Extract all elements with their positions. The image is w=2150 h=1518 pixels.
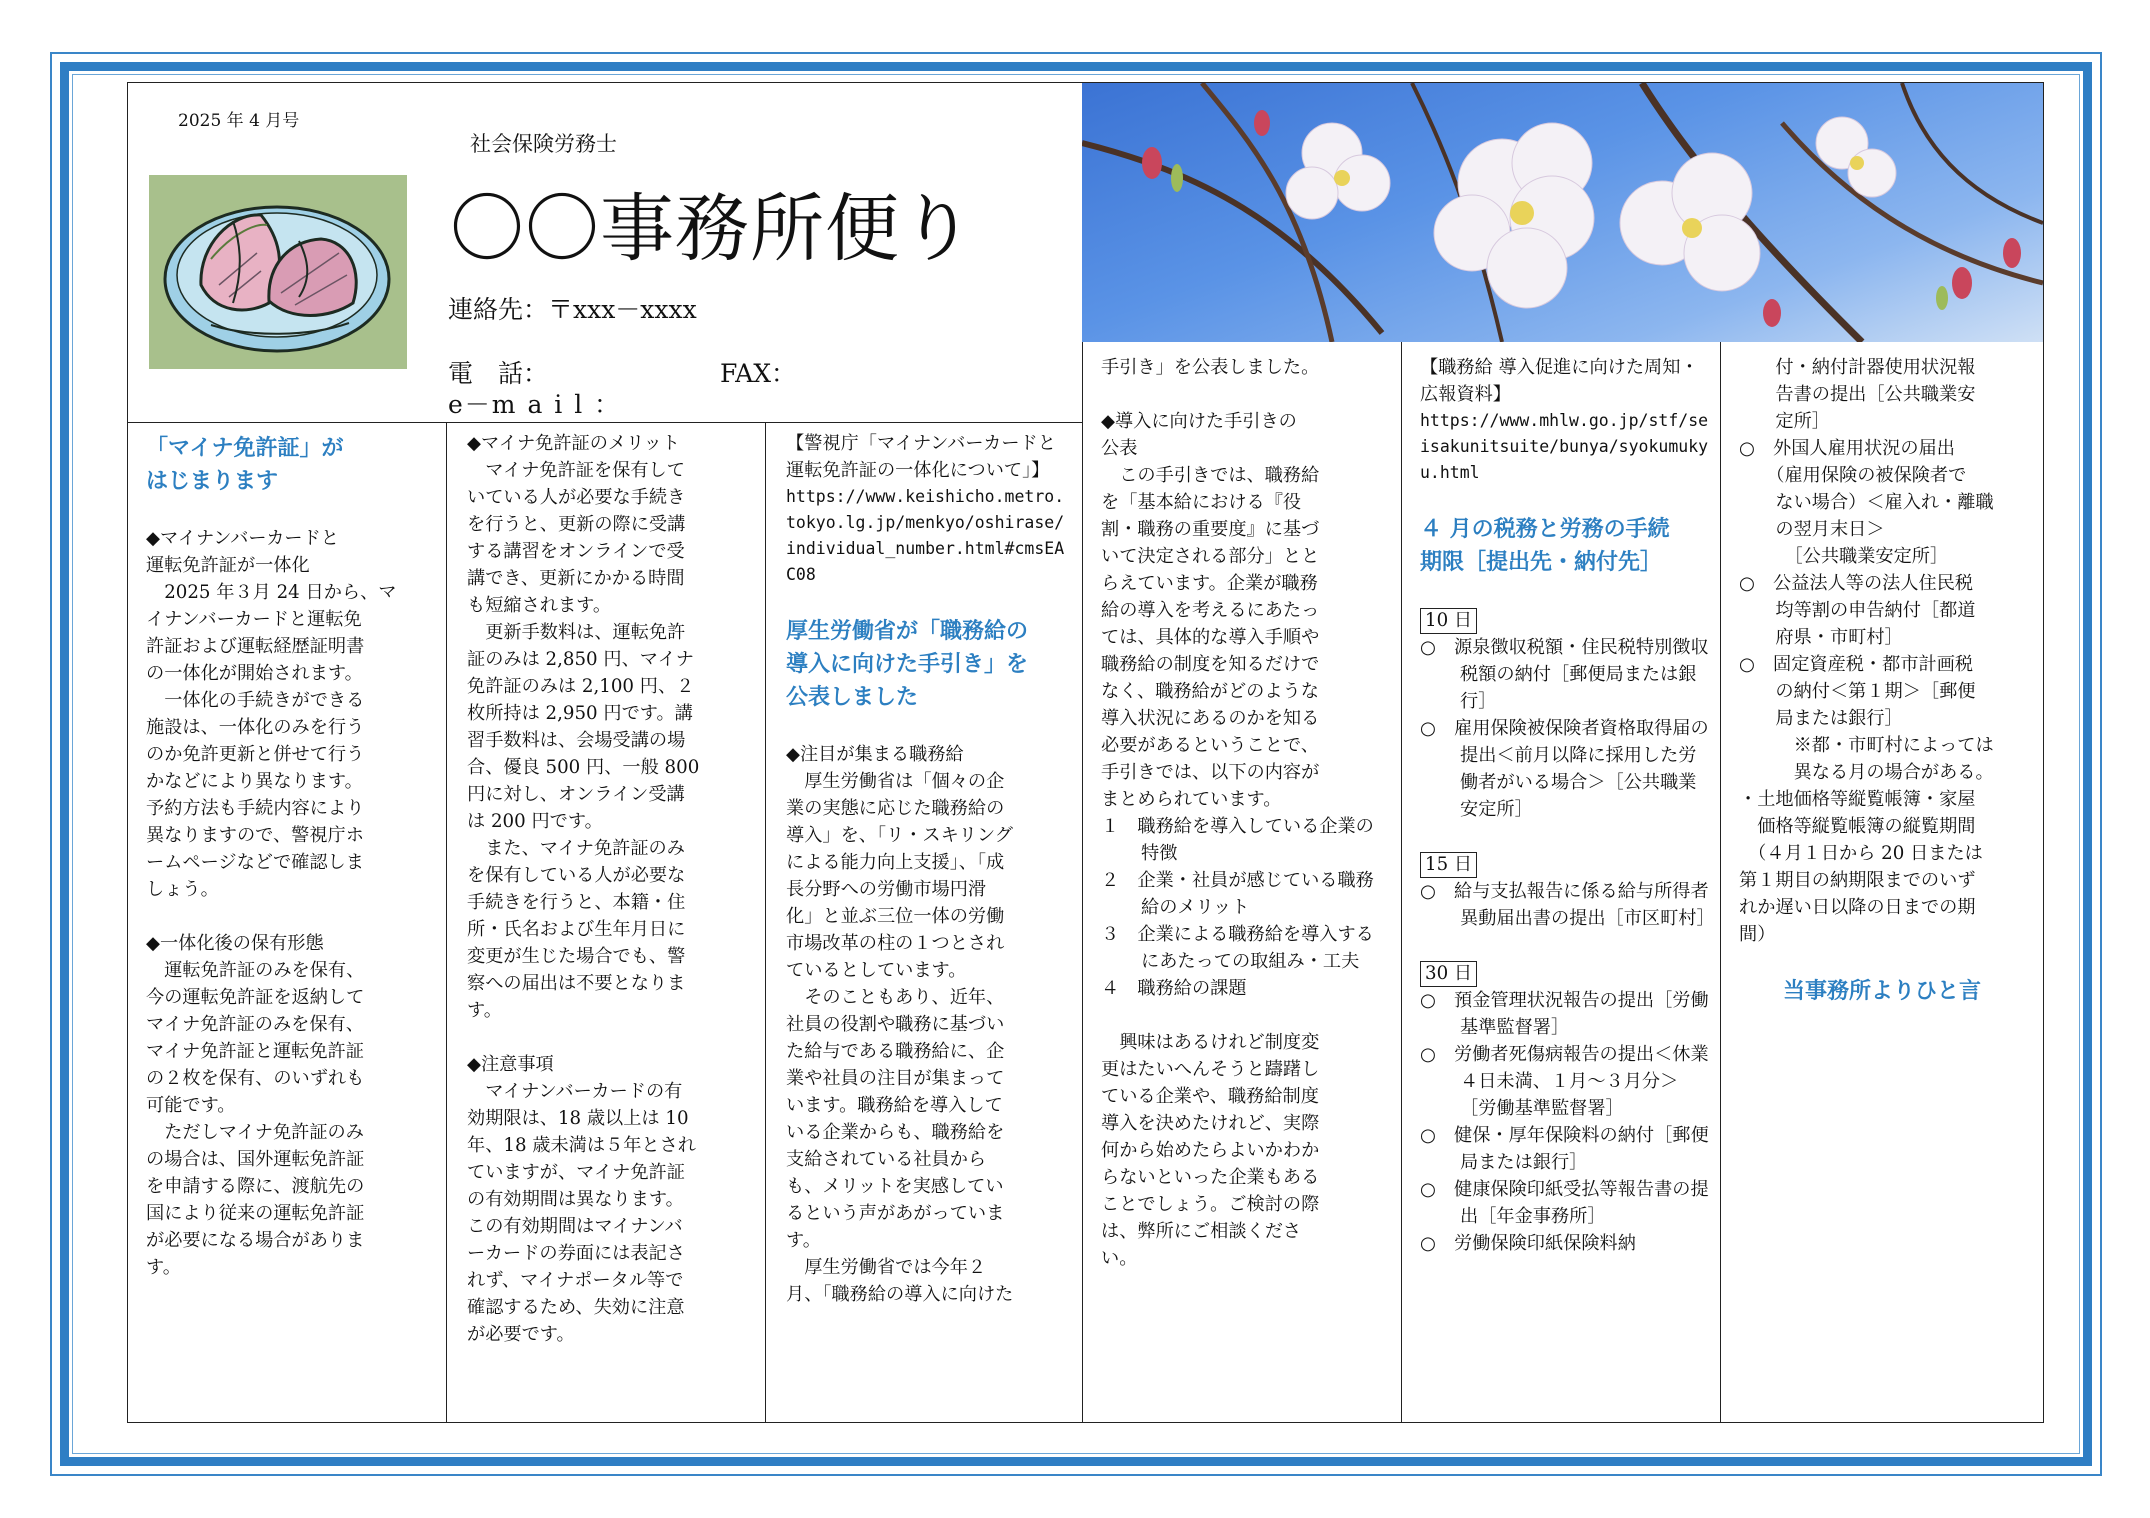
text-line: 変更が生じた場合でも、警 <box>467 946 686 967</box>
text-line: 間） <box>1739 924 1776 945</box>
text-line: する講習をオンラインで受 <box>467 541 685 562</box>
text-line: マイナンバーカードの有 <box>467 1081 683 1102</box>
text-line: 職務給の制度を知るだけで <box>1101 654 1320 675</box>
text-line: 確認するため、失効に注意 <box>467 1297 685 1318</box>
text-line <box>467 1024 757 1051</box>
text-line: マイナ免許証を保有して <box>467 460 685 481</box>
text-line: 厚生労働省は「個々の企 <box>786 771 1005 792</box>
column-mynumber-license <box>146 432 436 1281</box>
text-line: 施設は、一体化のみを行う <box>146 717 365 738</box>
text-line: 効期限は、18 歳以上は 10 <box>467 1108 689 1129</box>
text-line: 習手数料は、会場受講の場 <box>467 730 686 751</box>
text-line: も短縮されます。 <box>467 595 612 616</box>
cherry-blossom-icon <box>1082 83 2043 342</box>
text-line: この手引きでは、職務給 <box>1101 465 1320 486</box>
text-line: 手続きを行うと、本籍・住 <box>467 892 686 913</box>
text-line: 告書の提出［公共職業安 <box>1739 384 1976 405</box>
text-line: 何から始めたらよいかわか <box>1101 1140 1320 1161</box>
newsletter-title: 〇〇事務所便り <box>450 186 975 272</box>
text-line: 察への届出は不要となりま <box>467 973 686 994</box>
text-line: また、マイナ免許証のみ <box>467 838 685 859</box>
text-line: 給の導入を考えるにあたっ <box>1101 600 1320 621</box>
text-line: なく、職務給がどのような <box>1101 681 1319 702</box>
reference-url: https://www.keishicho.metro.tokyo.lg.jp/menkyo/oshirase/individual_number.html#cmsEAC08 <box>786 487 1065 584</box>
text-line: 均等割の申告納付［都道 <box>1739 600 1976 621</box>
deadline-item: ○ 健保・厚年保険料の納付［郵便局または銀行］ <box>1420 1125 1709 1173</box>
text-line: いる企業からも、職務給を <box>786 1122 1005 1143</box>
text-line: （４月１日から 20 日または <box>1739 843 1983 864</box>
text-line: ３ 企業による職務給を導入するにあたっての取組み・工夫 <box>1101 924 1374 972</box>
text-line <box>146 903 436 930</box>
text-line: 運転免許証のみを保有、 <box>146 960 365 981</box>
deadline-item: ○ 労働保険印紙保険料納 <box>1420 1233 1636 1254</box>
text-line: 導入を決めたけれど、実際 <box>1101 1113 1320 1134</box>
text-line: 更新手数料は、運転免許 <box>467 622 686 643</box>
text-line: います。職務給を導入して <box>786 1095 1003 1116</box>
text-line: 業や社員の注目が集まって <box>786 1068 1005 1089</box>
text-line: まとめられています。 <box>1101 789 1282 810</box>
text-line: 合、優良 500 円、一般 800 <box>467 757 700 778</box>
text-line: ームページなどで確認しま <box>146 852 364 873</box>
text-line: 運転免許証が一体化 <box>146 555 310 576</box>
text-line: らえています。企業が職務 <box>1101 573 1318 594</box>
text-line: ○ 公益法人等の法人住民税 <box>1739 573 1974 594</box>
text-line: 割・職務の重要度』に基づ <box>1101 519 1320 540</box>
text-line: す。 <box>786 1230 821 1251</box>
text-line: 手引きでは、以下の内容が <box>1101 762 1320 783</box>
text-line: は 200 円です。 <box>467 811 603 832</box>
column-april-deadlines <box>1420 354 1715 1257</box>
column-divider-2 <box>765 422 766 1423</box>
text-line: 支給されている社員から <box>786 1149 987 1170</box>
text-line: 国により従来の運転免許証 <box>146 1203 365 1224</box>
text-line: た給与である職務給に、企 <box>786 1041 1005 1062</box>
text-line: 講でき、更新にかかる時間 <box>467 568 685 589</box>
text-line: かなどにより異なります。 <box>146 771 363 792</box>
reference-title: 【警視庁「マイナンバーカードと運転免許証の一体化について」】 <box>786 433 1056 481</box>
text-line: マイナ免許証と運転免許証 <box>146 1041 364 1062</box>
text-line: 導入状況にあるのかを知る <box>1101 708 1320 729</box>
text-line: ○ 外国人雇用状況の届出 <box>1739 438 1955 459</box>
text-line: い。 <box>1101 1248 1138 1269</box>
office-type: 社会保険労務士 <box>470 132 617 156</box>
article-heading: 公表しました <box>786 685 919 710</box>
column-divider-4 <box>1401 341 1402 1423</box>
text-line: す。 <box>146 1257 181 1278</box>
text-line: も、メリットを実感してい <box>786 1176 1004 1197</box>
fax-label: FAX： <box>720 359 797 388</box>
text-line: の２枚を保有、のいずれも <box>146 1068 365 1089</box>
contact-address: 連絡先：〒xxx－xxxx <box>448 295 697 324</box>
text-line: 局または銀行］ <box>1739 708 1903 729</box>
deadline-item: ○ 雇用保険被保険者資格取得届の提出＜前月以降に採用した労働者がいる場合＞［公共職業安定所］ <box>1420 718 1709 820</box>
text-line: 2025 年３月 24 日から、マ <box>146 582 397 603</box>
text-line: 許証および運転経歴証明書 <box>146 636 365 657</box>
text-line: 今の運転免許証を返納して <box>146 987 365 1008</box>
text-line: イナンバーカードと運転免 <box>146 609 362 630</box>
text-line: ２ 企業・社員が感じている職務給のメリット <box>1101 870 1374 918</box>
text-line: ◆注目が集まる職務給 <box>786 744 964 765</box>
text-line: るという声があがっていま <box>786 1203 1005 1224</box>
text-line: が必要になる場合がありま <box>146 1230 365 1251</box>
office-message-heading: 当事務所よりひと言 <box>1783 979 1982 1004</box>
text-line: れか遅い日以降の日までの期 <box>1739 897 1976 918</box>
sakura-mochi-icon <box>149 175 407 369</box>
text-line: ◆導入に向けた手引きの <box>1101 411 1297 432</box>
text-line: 必要があるということで、 <box>1101 735 1319 756</box>
text-line: しょう。 <box>146 879 219 900</box>
deadline-item: ○ 労働者死傷病報告の提出＜休業４日未満、１月～３月分＞［労働基準監督署］ <box>1420 1044 1709 1119</box>
text-line: ４ 職務給の課題 <box>1101 978 1247 999</box>
article-heading: ４ 月の税務と労務の手続 <box>1420 517 1670 542</box>
text-line: が必要です。 <box>467 1324 575 1345</box>
issue-date: 2025 年 4 月号 <box>178 111 300 131</box>
text-line: の翌月末日＞ <box>1739 519 1885 540</box>
text-line: ただしマイナ免許証のみ <box>146 1122 364 1143</box>
text-line: 手引き」を公表しました。 <box>1101 357 1320 378</box>
text-line: のか免許更新と併せて行う <box>146 744 365 765</box>
text-line: の場合は、国外運転免許証 <box>146 1149 365 1170</box>
deadline-item: ○ 源泉徴収税額・住民税特別徴収税額の納付［郵便局または銀行］ <box>1420 637 1709 712</box>
text-line: 公表 <box>1101 438 1138 459</box>
deadline-date-label: 10 日 <box>1420 608 1477 634</box>
text-line: いている人が必要な手続き <box>467 487 686 508</box>
text-line: ては、具体的な導入手順や <box>1101 627 1320 648</box>
column-mynumber-license-cont <box>467 430 757 1348</box>
text-line: 異なりますので、警視庁ホ <box>146 825 364 846</box>
text-line: ーカードの券面には表記さ <box>467 1243 685 1264</box>
column-divider-1 <box>446 422 447 1423</box>
text-line: 可能です。 <box>146 1095 236 1116</box>
text-line: ていますが、マイナ免許証 <box>467 1162 685 1183</box>
text-line: 証のみは 2,850 円、マイナ <box>467 649 694 670</box>
text-line: ている企業や、職務給制度 <box>1101 1086 1319 1107</box>
article-heading: 厚生労働省が「職務給の <box>786 619 1029 644</box>
text-line: 市場改革の柱の１つとされ <box>786 933 1005 954</box>
column-job-based-pay-cont <box>1101 354 1391 1272</box>
deadline-item: ○ 健康保険印紙受払等報告書の提出［年金事務所］ <box>1420 1179 1709 1227</box>
text-line: ことでしょう。ご検討の際 <box>1101 1194 1320 1215</box>
text-line: ○ 固定資産税・都市計画税 <box>1739 654 1974 675</box>
text-line: 興味はあるけれど制度変 <box>1101 1032 1320 1053</box>
email-label: e－m a i l ： <box>448 390 622 419</box>
text-line: 枚所持は 2,950 円です。講 <box>467 703 693 724</box>
text-line: 業の実態に応じた職務給の <box>786 798 1005 819</box>
reference-title: 【職務給 導入促進に向けた周知・広報資料】 <box>1420 357 1699 405</box>
text-line: 付・納付計器使用状況報 <box>1739 357 1976 378</box>
article-heading: はじまります <box>146 469 279 494</box>
text-line: 定所］ <box>1739 411 1830 432</box>
text-line: ているとしています。 <box>786 960 967 981</box>
article-heading: 「マイナ免許証」が <box>146 436 344 461</box>
article-heading: 導入に向けた手引き」を <box>786 652 1029 677</box>
text-line: 月、「職務給の導入に向けた <box>786 1284 1014 1305</box>
text-line: 一体化の手続きができる <box>146 690 365 711</box>
text-line: 円に対し、オンライン受講 <box>467 784 685 805</box>
text-line: １ 職務給を導入している企業の特徴 <box>1101 816 1374 864</box>
column-divider-5 <box>1720 341 1721 1423</box>
text-line: 価格等縦覧帳簿の縦覧期間 <box>1739 816 1976 837</box>
text-line: 厚生労働省では今年２ <box>786 1257 987 1278</box>
reference-url: https://www.mhlw.go.jp/stf/seisakunitsuite/bunya/syokumukyu.html <box>1420 411 1709 482</box>
text-line: ◆マイナ免許証のメリット <box>467 433 680 454</box>
article-heading: 期限［提出先・納付先］ <box>1420 550 1663 575</box>
text-line: 長分野への労働市場円滑 <box>786 879 987 900</box>
column-divider-3 <box>1082 341 1083 1423</box>
text-line: 予約方法も手続内容により <box>146 798 365 819</box>
deadline-date-label: 30 日 <box>1420 961 1477 987</box>
deadline-item: ○ 給与支払報告に係る給与所得者異動届出書の提出［市区町村］ <box>1420 881 1715 929</box>
text-line: そのこともあり、近年、 <box>786 987 1005 1008</box>
column-job-based-pay <box>786 430 1071 1308</box>
text-line: 第１期目の納期限までのいず <box>1739 870 1976 891</box>
text-line: を行うと、更新の際に受講 <box>467 514 686 535</box>
text-line: の有効期間は異なります。 <box>467 1189 684 1210</box>
text-line: らないといった企業もある <box>1101 1167 1320 1188</box>
phone-label: 電 話： <box>448 359 549 388</box>
text-line: 所・氏名および生年月日に <box>467 919 686 940</box>
text-line: いて決定される部分」とと <box>1101 546 1320 567</box>
header-bottom-rule-left <box>127 422 1082 423</box>
deadline-item: ○ 預金管理状況報告の提出［労働基準監督署］ <box>1420 990 1709 1038</box>
text-line: マイナ免許証のみを保有、 <box>146 1014 364 1035</box>
text-line: ※都・市町村によっては <box>1739 735 1994 756</box>
text-line: 導入」を、「リ・スキリング <box>786 825 1013 846</box>
column-april-deadlines-cont <box>1739 354 2034 1008</box>
text-line: 化」と並ぶ三位一体の労働 <box>786 906 1005 927</box>
text-line: ◆マイナンバーカードと <box>146 528 339 549</box>
text-line: れず、マイナポータル等で <box>467 1270 684 1291</box>
text-line: 免許証のみは 2,100 円、２ <box>467 676 695 697</box>
text-line: を申請する際に、渡航先の <box>146 1176 365 1197</box>
text-line: は、弊所にご相談くださ <box>1101 1221 1302 1242</box>
text-line: ◆注意事項 <box>467 1054 554 1075</box>
text-line: （雇用保険の被保険者で <box>1739 465 1967 486</box>
text-line: ［公共職業安定所］ <box>1739 546 1949 567</box>
text-line: による能力向上支援」、「成 <box>786 852 1005 873</box>
text-line: 社員の役割や職務に基づい <box>786 1014 1005 1035</box>
text-line: 異なる月の場合がある。 <box>1739 762 1994 783</box>
cherry-blossom-photo <box>1082 83 2043 342</box>
text-line <box>1101 381 1391 408</box>
deadline-date-label: 15 日 <box>1420 852 1477 878</box>
text-line: の納付＜第１期＞［郵便 <box>1739 681 1976 702</box>
text-line: 府県・市町村］ <box>1739 627 1903 648</box>
text-line: ない場合）＜雇入れ・離職 <box>1739 492 1994 513</box>
text-line: 更はたいへんそうと躊躇し <box>1101 1059 1320 1080</box>
text-line: の一体化が開始されます。 <box>146 663 363 684</box>
text-line: ・土地価格等縦覧帳簿・家屋 <box>1739 789 1976 810</box>
text-line: ◆一体化後の保有形態 <box>146 933 324 954</box>
text-line: す。 <box>467 1000 502 1021</box>
text-line: この有効期間はマイナンバ <box>467 1216 683 1237</box>
text-line: を「基本給における『役 <box>1101 492 1302 513</box>
text-line: を保有している人が必要な <box>467 865 686 886</box>
text-line: 年、18 歳未満は５年とされ <box>467 1135 696 1156</box>
sakura-mochi-illustration <box>149 175 407 369</box>
